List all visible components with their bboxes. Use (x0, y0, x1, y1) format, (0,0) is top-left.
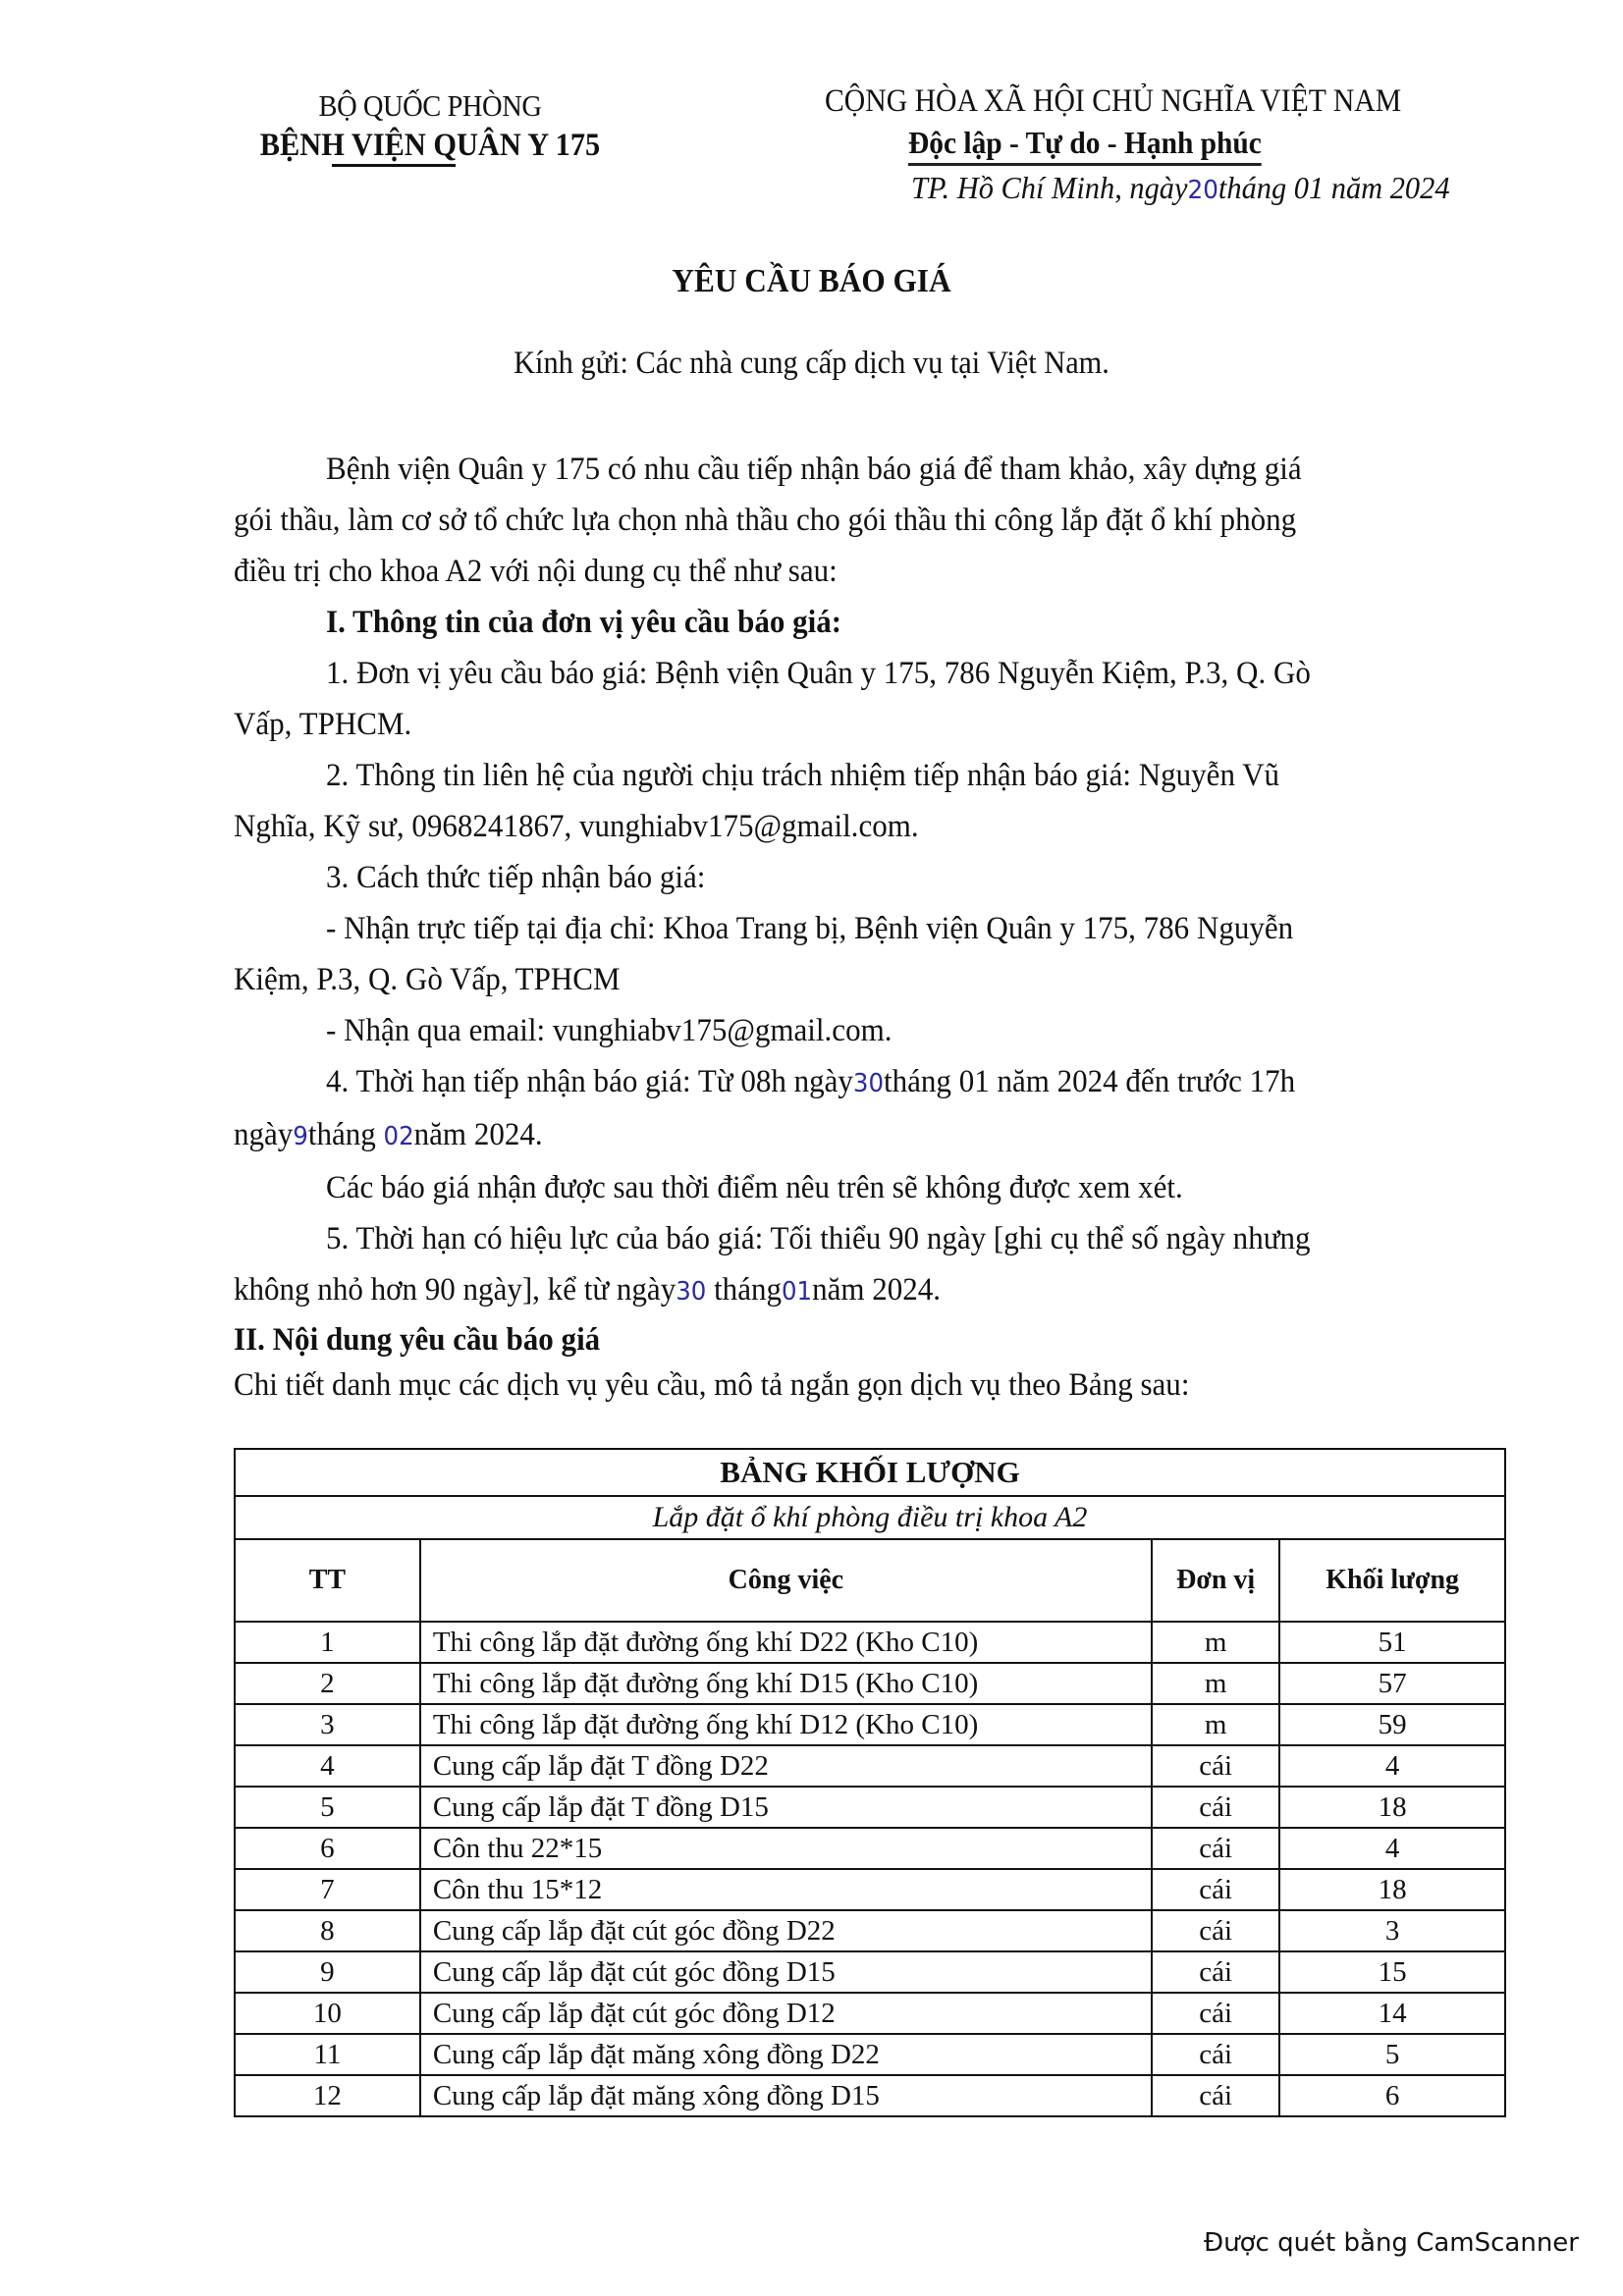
item2-line: Nghĩa, Kỹ sư, 0968241867, vunghiabv175@gmail.com. (234, 809, 919, 844)
table-row (235, 1828, 1505, 1869)
intro-line: Bệnh viện Quân y 175 có nhu cầu tiếp nhận báo giá để tham khảo, xây dựng giá (326, 452, 1302, 487)
row-quantity: 18 (1279, 1787, 1505, 1828)
row-job: Cung cấp lắp đặt cút góc đồng D12 (420, 1993, 1152, 2034)
item3-line: 3. Cách thức tiếp nhận báo giá: (326, 860, 706, 895)
column-header-unit: Đơn vị (1152, 1539, 1279, 1622)
quantity-table (234, 1448, 1506, 2117)
row-quantity: 57 (1279, 1663, 1505, 1704)
intro-line: gói thầu, làm cơ sở tổ chức lựa chọn nhà thầu cho gói thầu thi công lắp đặt ổ khí phòng (234, 503, 1297, 538)
row-job: Cung cấp lắp đặt T đồng D22 (420, 1745, 1152, 1787)
row-number: 9 (235, 1951, 420, 1993)
item2-line: 2. Thông tin liên hệ của người chịu trách nhiệm tiếp nhận báo giá: Nguyễn Vũ (326, 758, 1280, 793)
row-quantity: 18 (1279, 1869, 1505, 1910)
row-quantity: 15 (1279, 1951, 1505, 1993)
row-number: 6 (235, 1828, 420, 1869)
row-job: Côn thu 15*12 (420, 1869, 1152, 1910)
national-motto: Độc lập - Tự do - Hạnh phúc (908, 122, 1262, 166)
row-job: Cung cấp lắp đặt cút góc đồng D15 (420, 1951, 1152, 1993)
row-quantity: 14 (1279, 1993, 1505, 2034)
item4-line: 4. Thời hạn tiếp nhận báo giá: Từ 08h ngày30tháng 01 năm 2024 đến trước 17h (326, 1064, 1296, 1099)
row-quantity: 3 (1279, 1910, 1505, 1951)
row-quantity: 51 (1279, 1622, 1505, 1663)
document-title: YÊU CẦU BÁO GIÁ (672, 263, 951, 299)
item5-line: không nhỏ hơn 90 ngày], kể từ ngày30 tháng01năm 2024. (234, 1272, 942, 1308)
row-unit: m (1152, 1663, 1279, 1704)
row-unit: cái (1152, 1951, 1279, 1993)
row-job: Côn thu 22*15 (420, 1828, 1152, 1869)
row-number: 10 (235, 1993, 420, 2034)
row-quantity: 4 (1279, 1828, 1505, 1869)
table-row (235, 1993, 1505, 2034)
row-unit: cái (1152, 1993, 1279, 2034)
table-row (235, 1622, 1505, 1663)
row-job: Cung cấp lắp đặt măng xông đồng D15 (420, 2075, 1152, 2116)
item1-line: Vấp, TPHCM. (234, 707, 412, 742)
section2-lead: Chi tiết danh mục các dịch vụ yêu cầu, mô tả ngắn gọn dịch vụ theo Bảng sau: (234, 1367, 1190, 1403)
handwritten-day: 30 (676, 1277, 707, 1307)
table-row (235, 1869, 1505, 1910)
row-unit: cái (1152, 1910, 1279, 1951)
header-underline (332, 164, 456, 167)
row-job: Thi công lắp đặt đường ống khí D22 (Kho C10) (420, 1622, 1152, 1663)
row-number: 12 (235, 2075, 420, 2116)
section1-heading: I. Thông tin của đơn vị yêu cầu báo giá: (326, 605, 842, 640)
column-header-job: Công việc (420, 1539, 1152, 1622)
row-unit: cái (1152, 1787, 1279, 1828)
row-job: Cung cấp lắp đặt T đồng D15 (420, 1787, 1152, 1828)
item5-line: 5. Thời hạn có hiệu lực của báo giá: Tối thiểu 90 ngày [ghi cụ thể số ngày nhưng (326, 1221, 1311, 1256)
intro-line: điều trị cho khoa A2 với nội dung cụ thể như sau: (234, 554, 838, 589)
ministry-name: BỘ QUỐC PHÒNG (318, 88, 542, 123)
table-subtitle: Lắp đặt ổ khí phòng điều trị khoa A2 (235, 1496, 1505, 1539)
table-row (235, 1910, 1505, 1951)
handwritten-day: 30 (852, 1069, 885, 1098)
row-job: Cung cấp lắp đặt măng xông đồng D22 (420, 2034, 1152, 2075)
column-header-quantity: Khối lượng (1279, 1539, 1505, 1622)
row-number: 5 (235, 1787, 420, 1828)
item1-line: 1. Đơn vị yêu cầu báo giá: Bệnh viện Quân y 175, 786 Nguyễn Kiệm, P.3, Q. Gò (326, 656, 1311, 691)
row-unit: cái (1152, 2075, 1279, 2116)
table-row (235, 1745, 1505, 1787)
row-number: 2 (235, 1663, 420, 1704)
row-quantity: 59 (1279, 1704, 1505, 1745)
row-unit: cái (1152, 2034, 1279, 2075)
table-row (235, 2034, 1505, 2075)
row-number: 3 (235, 1704, 420, 1745)
issuer-header (234, 86, 626, 165)
row-job: Thi công lắp đặt đường ống khí D15 (Kho C10) (420, 1663, 1152, 1704)
table-header-row (235, 1539, 1505, 1622)
recipient-line: Kính gửi: Các nhà cung cấp dịch vụ tại Việt Nam. (514, 346, 1109, 381)
handwritten-day: 20 (1187, 176, 1218, 205)
table-title: BẢNG KHỐI LƯỢNG (235, 1449, 1505, 1496)
table-row (235, 1787, 1505, 1828)
row-number: 8 (235, 1910, 420, 1951)
row-number: 4 (235, 1745, 420, 1787)
row-number: 7 (235, 1869, 420, 1910)
row-quantity: 5 (1279, 2034, 1505, 2075)
row-unit: cái (1152, 1869, 1279, 1910)
late-note: Các báo giá nhận được sau thời điểm nêu trên sẽ không được xem xét. (326, 1170, 1183, 1205)
hospital-name: BỆNH VIỆN QUÂN Y 175 (259, 128, 601, 163)
row-unit: m (1152, 1704, 1279, 1745)
item3-email-line: - Nhận qua email: vunghiabv175@gmail.com. (326, 1013, 893, 1048)
table-row (235, 2075, 1505, 2116)
table-row (235, 1663, 1505, 1704)
row-unit: cái (1152, 1828, 1279, 1869)
row-unit: m (1152, 1622, 1279, 1663)
handwritten-month: 01 (781, 1277, 813, 1307)
row-number: 11 (235, 2034, 420, 2075)
row-unit: cái (1152, 1745, 1279, 1787)
document-body (234, 444, 1510, 1408)
item3-direct-line: - Nhận trực tiếp tại địa chỉ: Khoa Trang bị, Bệnh viện Quân y 175, 786 Nguyễn (326, 911, 1294, 946)
row-job: Thi công lắp đặt đường ống khí D12 (Kho C10) (420, 1704, 1152, 1745)
nation-name: CỘNG HÒA XÃ HỘI CHỦ NGHĨA VIỆT NAM (825, 83, 1402, 119)
row-quantity: 4 (1279, 1745, 1505, 1787)
national-header (805, 80, 1532, 212)
table-row (235, 1704, 1505, 1745)
scanner-watermark: Được quét bằng CamScanner (1203, 2228, 1579, 2258)
item3-direct-line: Kiệm, P.3, Q. Gò Vấp, TPHCM (234, 962, 621, 997)
table-row (235, 1951, 1505, 1993)
row-number: 1 (235, 1622, 420, 1663)
item4-line: ngày9tháng 02năm 2024. (234, 1117, 543, 1152)
row-job: Cung cấp lắp đặt cút góc đồng D22 (420, 1910, 1152, 1951)
document-date: TP. Hồ Chí Minh, ngày20tháng 01 năm 2024 (911, 170, 1450, 205)
section2-heading: II. Nội dung yêu cầu báo giá (234, 1322, 601, 1358)
handwritten-month: 02 (383, 1122, 414, 1151)
row-quantity: 6 (1279, 2075, 1505, 2116)
column-header-tt: TT (235, 1539, 420, 1622)
handwritten-day: 9 (293, 1122, 308, 1151)
